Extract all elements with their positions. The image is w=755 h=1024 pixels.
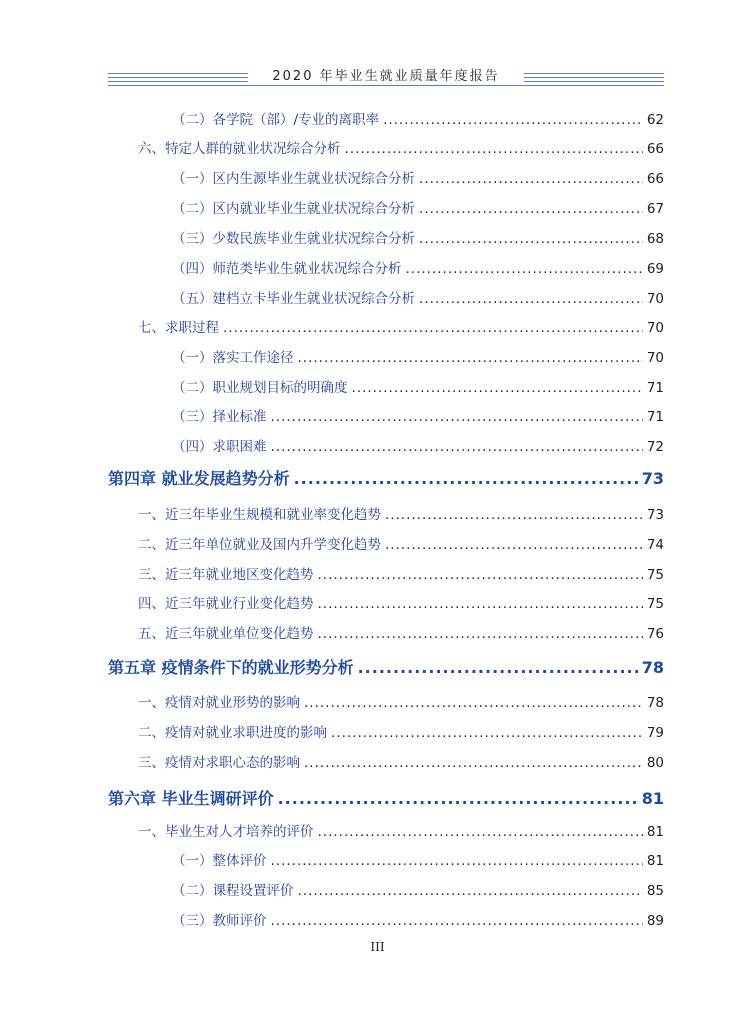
toc-entry-page: 62 (646, 112, 664, 128)
toc-leader-dots (271, 913, 643, 929)
toc-entry[interactable] (172, 227, 664, 247)
toc-entry-label: （四）求职困难 (172, 439, 267, 455)
toc-chapter[interactable] (108, 466, 664, 489)
page-number: III (370, 940, 385, 954)
toc-entry-page: 81 (646, 824, 664, 840)
toc-leader-dots (294, 469, 638, 488)
toc-entry[interactable] (172, 108, 664, 128)
toc-leader-dots (345, 141, 643, 157)
toc-entry-page: 80 (646, 755, 664, 771)
toc-leader-dots (406, 261, 643, 277)
toc-leader-dots (298, 350, 643, 366)
toc-leader-dots (223, 320, 643, 336)
toc-entry[interactable] (172, 167, 664, 187)
toc-entry[interactable] (172, 879, 664, 899)
toc-leader-dots (298, 883, 643, 899)
toc-leader-dots (358, 658, 638, 677)
toc-entry[interactable] (138, 721, 664, 741)
toc-entry-label: （一）区内生源毕业生就业状况综合分析 (172, 171, 415, 187)
toc-leader-dots (383, 112, 643, 128)
toc-entry-page: 73 (641, 469, 664, 488)
toc-leader-dots (385, 537, 643, 553)
toc-entry-label: （三）少数民族毕业生就业状况综合分析 (172, 231, 415, 247)
toc-entry-page: 67 (646, 201, 664, 217)
toc-entry[interactable] (138, 691, 664, 711)
toc-entry-page: 76 (646, 626, 664, 642)
toc-entry-page: 81 (641, 789, 664, 808)
toc-entry-page: 73 (646, 507, 664, 523)
toc-chapter[interactable] (108, 655, 664, 678)
toc-entry-page: 66 (646, 141, 664, 157)
toc-entry-label: 第四章 就业发展趋势分析 (108, 469, 290, 488)
toc-entry-label: 一、疫情对就业形势的影响 (138, 695, 300, 711)
toc-entry[interactable] (138, 316, 664, 336)
toc-leader-dots (419, 201, 643, 217)
toc-leader-dots (304, 695, 643, 711)
toc-entry[interactable] (172, 909, 664, 929)
toc-entry-page: 70 (646, 320, 664, 336)
toc-leader-dots (271, 409, 643, 425)
toc-entry-label: （二）课程设置评价 (172, 883, 294, 899)
toc-entry-label: 一、毕业生对人才培养的评价 (138, 824, 314, 840)
toc-entry-label: 第六章 毕业生调研评价 (108, 789, 274, 808)
toc-entry-label: （二）区内就业毕业生就业状况综合分析 (172, 201, 415, 217)
toc-entry-label: （二）职业规划目标的明确度 (172, 380, 348, 396)
toc-entry-page: 74 (646, 537, 664, 553)
toc-entry-label: （一）落实工作途径 (172, 350, 294, 366)
toc-entry-label: （三）择业标准 (172, 409, 267, 425)
toc-entry[interactable] (138, 622, 664, 642)
toc-entry-page: 85 (646, 883, 664, 899)
toc-entry[interactable] (172, 197, 664, 217)
toc-entry-label: 二、近三年单位就业及国内升学变化趋势 (138, 537, 381, 553)
toc-leader-dots (331, 725, 643, 741)
toc-entry[interactable] (138, 137, 664, 157)
toc-entry-label: （三）教师评价 (172, 913, 267, 929)
toc-entry[interactable] (172, 849, 664, 869)
toc-leader-dots (278, 789, 638, 808)
toc-entry-label: 四、近三年就业行业变化趋势 (138, 596, 314, 612)
toc-leader-dots (318, 567, 643, 583)
toc-entry-label: （二）各学院（部）/专业的离职率 (172, 112, 380, 128)
toc-leader-dots (318, 824, 643, 840)
toc-entry-page: 71 (646, 409, 664, 425)
toc-entry[interactable] (172, 346, 664, 366)
toc-chapter[interactable] (108, 786, 664, 809)
toc-entry-page: 79 (646, 725, 664, 741)
toc-entry-page: 75 (646, 596, 664, 612)
toc-entry[interactable] (172, 287, 664, 307)
toc-entry-label: 六、特定人群的就业状况综合分析 (138, 141, 341, 157)
toc-leader-dots (419, 171, 643, 187)
toc-entry-page: 70 (646, 350, 664, 366)
toc-entry[interactable] (138, 592, 664, 612)
toc-entry[interactable] (172, 405, 664, 425)
toc-leader-dots (318, 596, 643, 612)
toc-entry-page: 70 (646, 291, 664, 307)
toc-entry-label: 二、疫情对就业求职进度的影响 (138, 725, 327, 741)
toc-leader-dots (271, 439, 643, 455)
toc-entry[interactable] (138, 503, 664, 523)
toc-leader-dots (419, 291, 643, 307)
toc-entry[interactable] (138, 751, 664, 771)
toc-entry-page: 81 (646, 853, 664, 869)
toc-leader-dots (318, 626, 643, 642)
toc-entry-page: 68 (646, 231, 664, 247)
toc-entry-label: 第五章 疫情条件下的就业形势分析 (108, 658, 354, 677)
toc-entry-page: 69 (646, 261, 664, 277)
toc-entry-label: 三、疫情对求职心态的影响 (138, 755, 300, 771)
toc-entry[interactable] (138, 563, 664, 583)
toc-entry-label: 一、近三年毕业生规模和就业率变化趋势 (138, 507, 381, 523)
toc-leader-dots (419, 231, 643, 247)
page-header (108, 62, 664, 92)
toc-entry[interactable] (172, 435, 664, 455)
toc-leader-dots (352, 380, 643, 396)
toc-entry-page: 71 (646, 380, 664, 396)
toc-leader-dots (271, 853, 643, 869)
header-decoration-right (524, 73, 664, 85)
toc-entry-page: 66 (646, 171, 664, 187)
toc-leader-dots (385, 507, 643, 523)
toc-entry-label: 七、求职过程 (138, 320, 219, 336)
toc-entry-page: 78 (641, 658, 664, 677)
toc-entry-label: 三、近三年就业地区变化趋势 (138, 567, 314, 583)
header-rule (108, 85, 664, 86)
toc-entry-label: （五）建档立卡毕业生就业状况综合分析 (172, 291, 415, 307)
toc-leader-dots (304, 755, 643, 771)
toc-entry-page: 89 (646, 913, 664, 929)
toc-entry-label: 五、近三年就业单位变化趋势 (138, 626, 314, 642)
toc-entry[interactable] (172, 376, 664, 396)
toc-entry-label: （四）师范类毕业生就业状况综合分析 (172, 261, 402, 277)
toc-entry-page: 72 (646, 439, 664, 455)
toc-entry[interactable] (138, 820, 664, 840)
toc-entry-label: （一）整体评价 (172, 853, 267, 869)
toc-entry-page: 78 (646, 695, 664, 711)
header-title: 2020 年毕业生就业质量年度报告 (272, 69, 500, 84)
toc-entry-page: 75 (646, 567, 664, 583)
toc-entry[interactable] (138, 533, 664, 553)
toc-entry[interactable] (172, 257, 664, 277)
